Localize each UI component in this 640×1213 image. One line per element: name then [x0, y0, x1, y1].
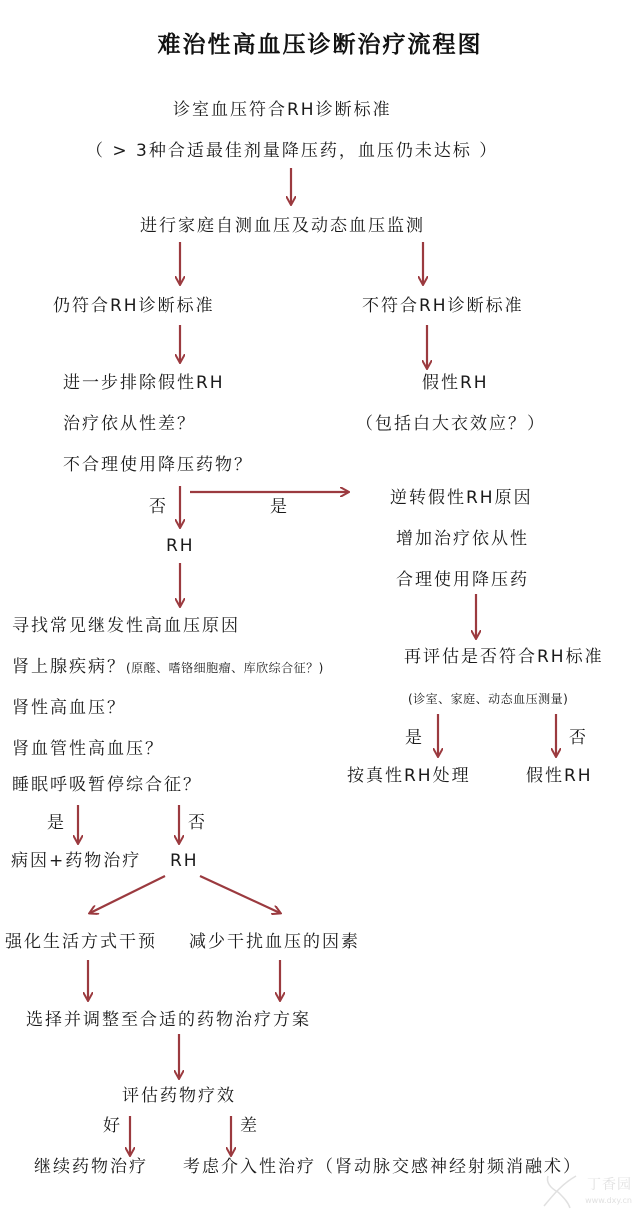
edge-label-no: 否	[188, 813, 205, 833]
node-lifestyle-intervention: 强化生活方式干预	[5, 932, 157, 952]
node-poor-adherence: 治疗依从性差？	[63, 414, 196, 434]
arrow-rh-to-reduce	[200, 876, 280, 913]
node-reassess-rh: 再评估是否符合RH标准	[404, 647, 604, 667]
edge-label-yes: 是	[270, 497, 287, 517]
node-adjust-drug-regimen: 选择并调整至合适的药物治疗方案	[26, 1010, 311, 1030]
node-still-meets-rh: 仍符合RH诊断标准	[53, 296, 215, 316]
node-white-coat-effect: （包括白大衣效应？）	[356, 414, 546, 434]
node-etiology-drug-treatment: 病因+药物治疗	[11, 851, 142, 871]
watermark-url: www.dxy.cn	[585, 1196, 632, 1205]
node-sleep-apnea: 睡眠呼吸暂停综合征？	[12, 775, 202, 795]
node-evaluate-efficacy: 评估药物疗效	[122, 1086, 236, 1106]
node-home-ambulatory-monitoring: 进行家庭自测血压及动态血压监测	[140, 216, 425, 236]
edge-label-yes: 是	[47, 813, 64, 833]
edge-label-no: 否	[569, 728, 586, 748]
node-rh-confirmed: RH	[170, 851, 199, 871]
node-rh: RH	[166, 536, 195, 556]
node-improper-medication: 不合理使用降压药物？	[63, 455, 253, 475]
node-continue-medication: 继续药物治疗	[34, 1157, 148, 1177]
node-pseudo-rh-final: 假性RH	[526, 766, 593, 786]
watermark	[540, 1172, 636, 1210]
node-start-criteria-note: （ > 3种合适最佳剂量降压药，血压仍未达标 ）	[86, 141, 499, 161]
node-adrenal-disease	[12, 657, 324, 678]
adrenal-disease-examples: (原醛、嗜铬细胞瘤、库欣综合征？)	[126, 661, 324, 675]
edge-label-yes: 是	[405, 728, 422, 748]
edge-label-no: 否	[149, 497, 166, 517]
node-not-meets-rh: 不符合RH诊断标准	[362, 296, 524, 316]
node-reverse-pseudo-causes: 逆转假性RH原因	[390, 488, 533, 508]
node-exclude-pseudo-rh: 进一步排除假性RH	[63, 373, 225, 393]
node-treat-true-rh: 按真性RH处理	[347, 766, 471, 786]
node-rational-medication: 合理使用降压药	[396, 570, 529, 590]
node-start-criteria: 诊室血压符合RH诊断标准	[173, 100, 392, 120]
edge-label-poor: 差	[240, 1116, 257, 1136]
adrenal-disease-label: 肾上腺疾病？	[12, 657, 126, 677]
node-improve-adherence: 增加治疗依从性	[396, 529, 529, 549]
node-reassess-methods: (诊室、家庭、动态血压测量)	[408, 692, 569, 706]
flowchart-title: 难治性高血压诊断治疗流程图	[157, 32, 483, 58]
node-interventional-therapy: 考虑介入性治疗（肾动脉交感神经射频消融术）	[183, 1157, 582, 1177]
node-pseudo-rh: 假性RH	[422, 373, 489, 393]
watermark-text: 丁香园	[587, 1177, 632, 1193]
node-secondary-causes: 寻找常见继发性高血压原因	[12, 616, 240, 636]
edge-label-good: 好	[103, 1116, 120, 1136]
node-renal-hypertension: 肾性高血压？	[12, 698, 126, 718]
node-renovascular-hypertension: 肾血管性高血压？	[12, 739, 164, 759]
arrow-rh-to-lifestyle	[90, 876, 165, 913]
node-reduce-interfering-factors: 减少干扰血压的因素	[189, 932, 360, 952]
watermark-logo-icon	[540, 1172, 580, 1210]
